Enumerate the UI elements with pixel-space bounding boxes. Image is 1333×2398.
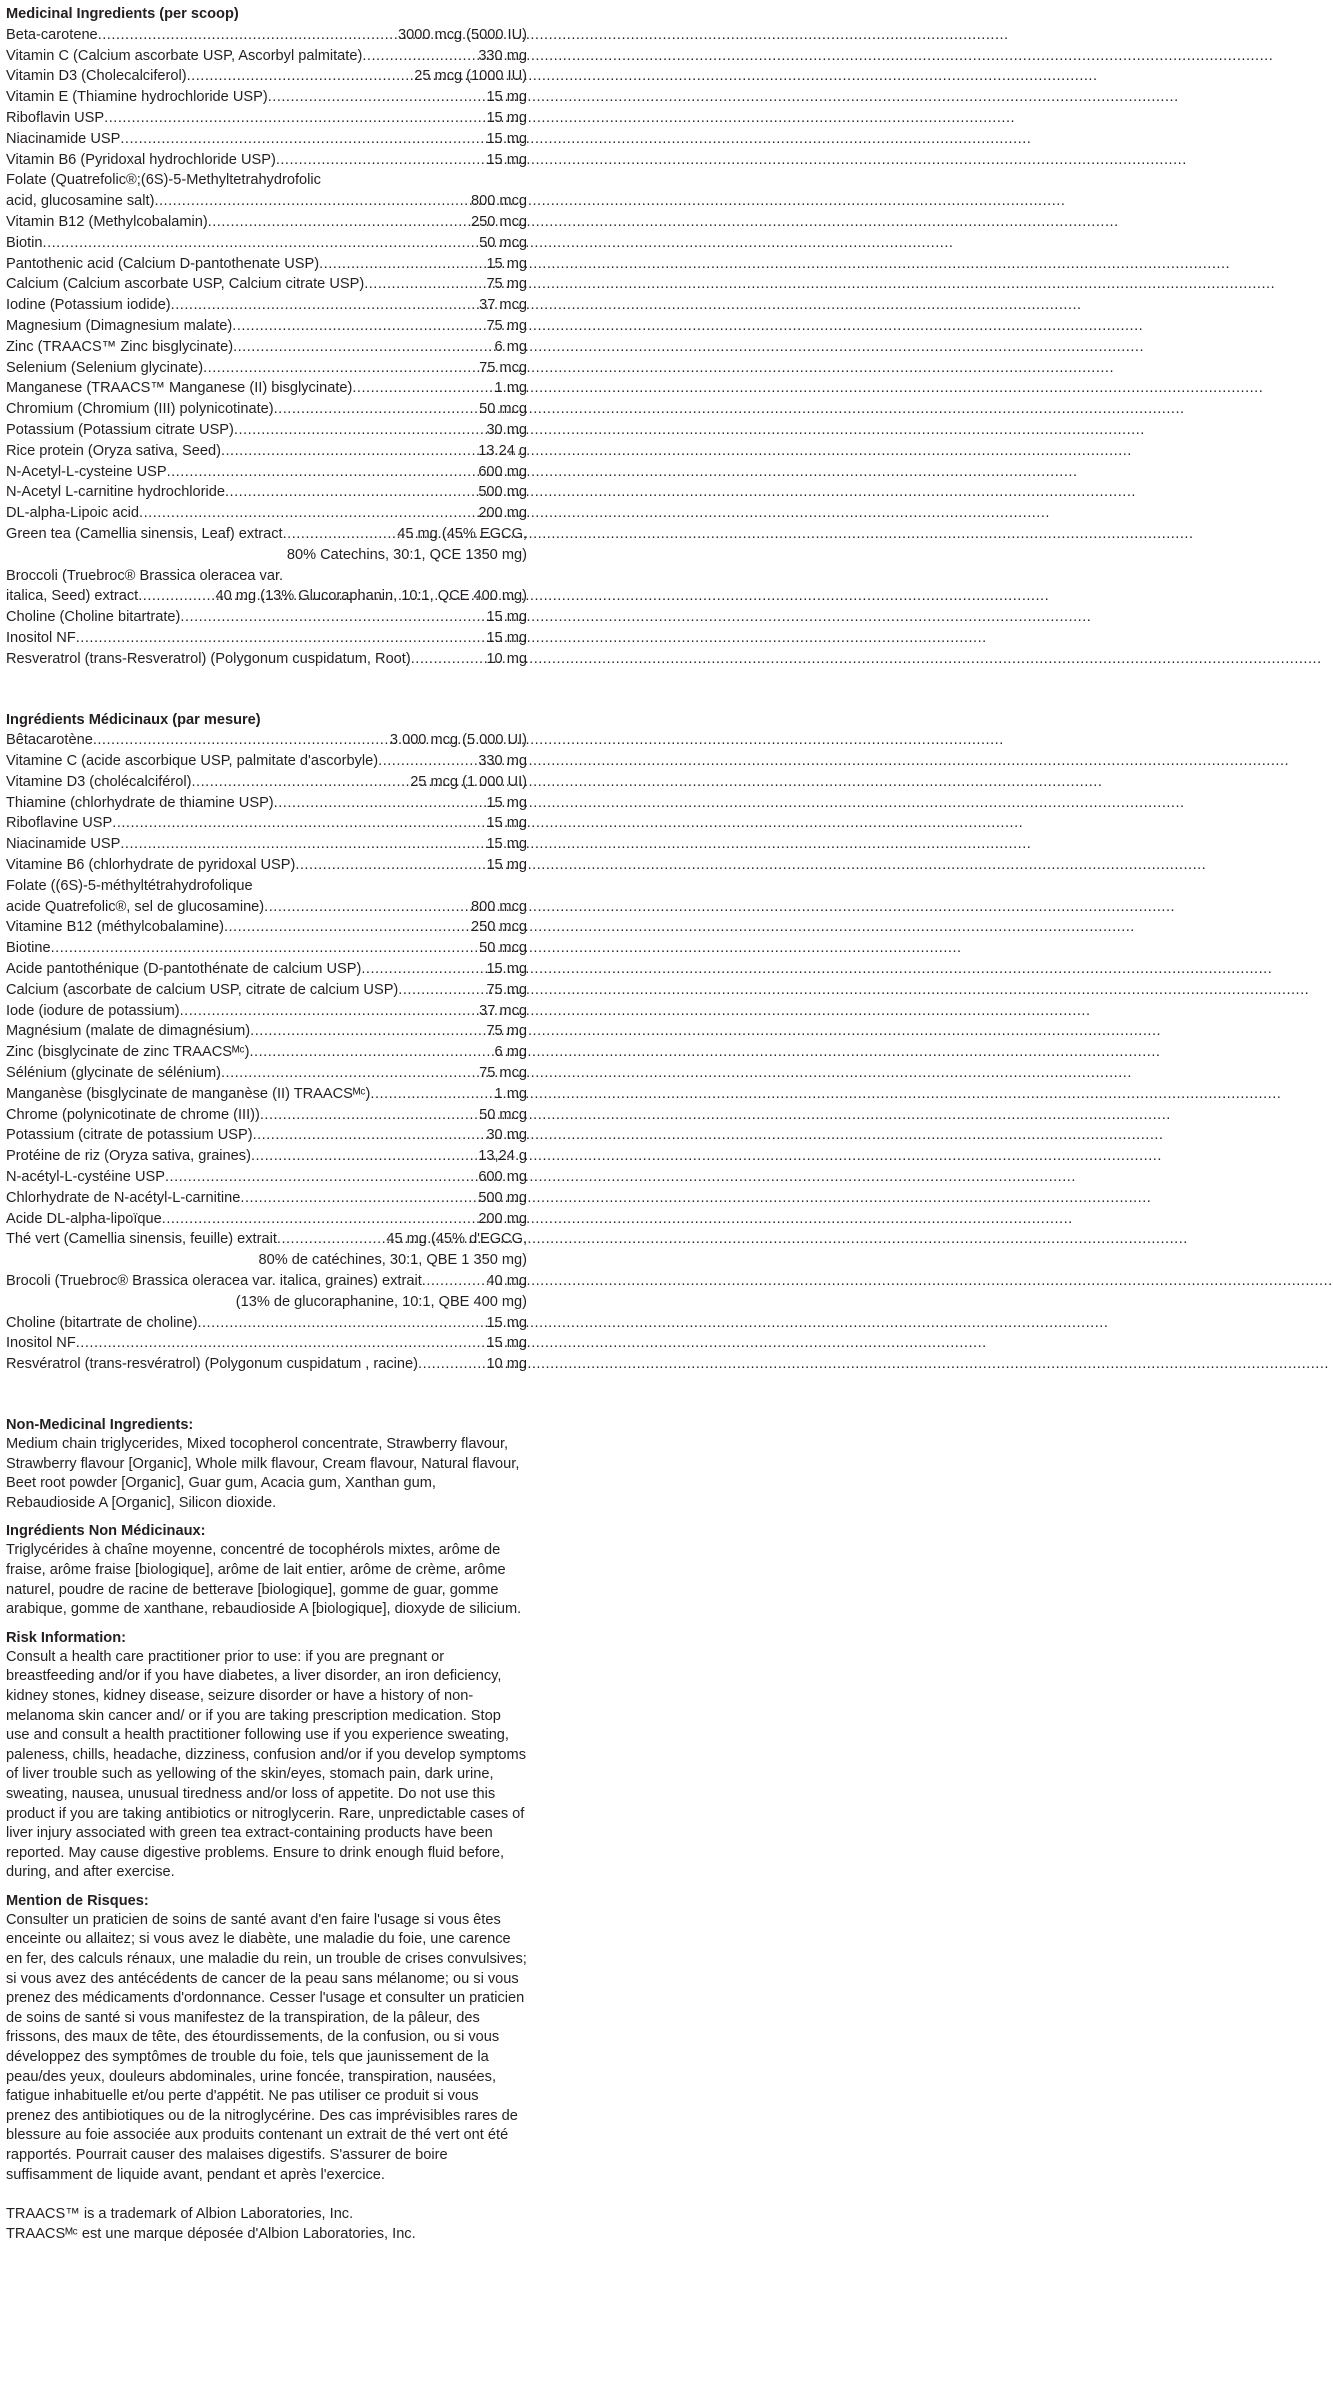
ingredient-name: Sélénium (glycinate de sélénium) xyxy=(6,1065,221,1082)
ingredient-row xyxy=(6,980,527,1001)
ingredient-row xyxy=(6,399,527,420)
ingredient-row xyxy=(6,1021,527,1042)
dot-leader xyxy=(98,25,398,46)
ingredient-row xyxy=(6,87,527,108)
ingredient-name: Vitamin B6 (Pyridoxal hydrochloride USP) xyxy=(6,151,276,168)
ingredient-amount: 15 mg xyxy=(486,1314,527,1331)
non-medicinal-ingredients-fr xyxy=(6,1521,527,1619)
section-heading: Risk Information: xyxy=(6,1629,126,1646)
dot-leader xyxy=(76,628,487,649)
ingredient-row xyxy=(6,938,527,959)
ingredient-name: Potassium (citrate de potassium USP) xyxy=(6,1127,253,1144)
ingredient-name: Vitamin B12 (Methylcobalamin) xyxy=(6,213,208,230)
section-heading: Medicinal Ingredients (per scoop) xyxy=(6,6,239,22)
ingredient-amount: 3000 mcg (5000 IU) xyxy=(398,26,527,43)
dot-leader xyxy=(398,980,486,1001)
ingredient-row xyxy=(6,1354,527,1375)
ingredient-amount: 250 mcg xyxy=(471,919,527,936)
footnote: TRAACS™ is a trademark of Albion Laboratories, Inc. xyxy=(6,2206,354,2223)
ingredient-row xyxy=(6,1063,527,1084)
ingredient-row xyxy=(6,1125,527,1146)
ingredient-row xyxy=(6,1146,527,1167)
dot-leader xyxy=(251,1146,478,1167)
ingredient-name-line: Folate (Quatrefolic®;(6S)-5-Methyltetrahydrofolic xyxy=(6,172,321,189)
ingredient-amount: 600 mg xyxy=(478,463,527,480)
ingredient-amount: 15 mg xyxy=(486,857,527,874)
ingredient-name: Niacinamide USP xyxy=(6,836,121,853)
ingredient-amount: 15 mg xyxy=(486,255,527,272)
dot-leader xyxy=(208,212,471,233)
dot-leader xyxy=(250,1021,486,1042)
ingredient-name: Iode (iodure de potassium) xyxy=(6,1002,180,1019)
ingredient-amount: 330 mg xyxy=(478,47,527,64)
ingredient-amount: 40 mg (13% Glucoraphanin, 10:1, QCE 400 mg) xyxy=(215,588,527,605)
dot-leader xyxy=(364,274,486,295)
ingredient-amount: 50 mcg xyxy=(479,940,527,957)
dot-leader xyxy=(120,129,486,150)
dot-leader xyxy=(154,191,471,212)
ingredient-name: Vitamin E (Thiamine hydrochloride USP) xyxy=(6,89,268,106)
ingredient-row xyxy=(6,524,527,545)
ingredient-amount: 75 mcg xyxy=(479,1065,527,1082)
non-medicinal-ingredients-en xyxy=(6,1415,527,1513)
dot-leader xyxy=(250,1042,495,1063)
dot-leader xyxy=(112,813,486,834)
section-text: Triglycérides à chaîne moyenne, concentré de tocophérols mixtes, arôme de fraise, arôme fraise [biologique], arôme de lait entier, arôme de crème, arôme naturel, poudre de racine de betterave [biologique], gomme de guar, gomme arabique, gomme de xanthane, rebaudioside A [biologique], dioxyde de silicium. xyxy=(6,1542,522,1618)
ingredient-name-line: Broccoli (Truebroc® Brassica oleracea var. xyxy=(6,567,284,584)
ingredient-name: Vitamine B12 (méthylcobalamine) xyxy=(6,919,224,936)
ingredient-amount: 75 mg xyxy=(486,317,527,334)
ingredient-name: Green tea (Camellia sinensis, Leaf) extract xyxy=(6,525,283,542)
ingredient-amount: 600 mg xyxy=(478,1169,527,1186)
ingredient-row xyxy=(6,150,527,171)
ingredient-name: italica, Seed) extract xyxy=(6,588,139,605)
ingredient-amount: 75 mg xyxy=(486,1023,527,1040)
ingredient-amount: 15 mg xyxy=(486,609,527,626)
ingredient-row xyxy=(6,462,527,483)
dot-leader xyxy=(180,1001,480,1022)
ingredient-amount: 40 mg xyxy=(486,1273,527,1290)
ingredient-amount: 200 mg xyxy=(478,505,527,522)
ingredient-amount: 200 mg xyxy=(478,1210,527,1227)
ingredient-amount: 10 mg xyxy=(486,650,527,667)
dot-leader xyxy=(93,730,390,751)
ingredient-name: Chlorhydrate de N-acétyl-L-carnitine xyxy=(6,1189,241,1206)
ingredient-row xyxy=(6,441,527,462)
dot-leader xyxy=(162,1209,479,1230)
ingredient-amount: 6 mg xyxy=(494,1044,527,1061)
dot-leader xyxy=(224,917,471,938)
ingredient-name: Zinc (bisglycinate de zinc TRAACSᴹᶜ) xyxy=(6,1044,250,1061)
dot-leader xyxy=(221,441,478,462)
dot-leader xyxy=(203,358,479,379)
ingredient-row xyxy=(6,378,527,399)
section-heading: Ingrédients Médicinaux (par mesure) xyxy=(6,711,261,728)
dot-leader xyxy=(277,1229,386,1250)
ingredient-amount-line: (13% de glucoraphanine, 10:1, QBE 400 mg) xyxy=(235,1293,527,1310)
ingredient-row xyxy=(6,233,527,254)
ingredient-amount: 1 mg xyxy=(494,380,527,397)
ingredient-name: Choline (bitartrate de choline) xyxy=(6,1314,198,1331)
dot-leader xyxy=(283,524,398,545)
ingredient-row xyxy=(6,191,527,212)
dot-leader xyxy=(104,108,486,129)
ingredient-amount: 30 mg xyxy=(486,1127,527,1144)
ingredient-name: Rice protein (Oryza sativa, Seed) xyxy=(6,442,221,459)
dot-leader xyxy=(138,586,215,607)
dot-leader xyxy=(120,834,486,855)
ingredient-name: Chrome (polynicotinate de chrome (III)) xyxy=(6,1106,260,1123)
ingredient-amount-line: 80% Catechins, 30:1, QCE 1350 mg) xyxy=(286,546,527,563)
ingredient-name: Riboflavin USP xyxy=(6,109,105,126)
ingredient-row xyxy=(6,1333,527,1354)
ingredient-name: Beta-carotene xyxy=(6,26,98,43)
dot-leader xyxy=(165,1167,478,1188)
ingredient-name: acide Quatrefolic®, sel de glucosamine) xyxy=(6,898,265,915)
ingredient-name: Riboflavine USP xyxy=(6,815,113,832)
dot-leader xyxy=(197,1313,486,1334)
ingredient-row xyxy=(6,212,527,233)
ingredient-amount: 25 mcg (1000 IU) xyxy=(414,68,527,85)
ingredient-name: Resveratrol (trans-Resveratrol) (Polygonum cuspidatum, Root) xyxy=(6,650,411,667)
ingredient-row xyxy=(6,1167,527,1188)
risk-information-en xyxy=(6,1628,527,1883)
ingredient-name: Brocoli (Truebroc® Brassica oleracea var. italica, graines) extrait xyxy=(6,1273,422,1290)
ingredient-name: N-Acetyl-L-cysteine USP xyxy=(6,463,167,480)
dot-leader xyxy=(171,295,479,316)
ingredient-row xyxy=(6,1001,527,1022)
ingredient-row xyxy=(6,917,527,938)
ingredient-row xyxy=(6,1084,527,1105)
section-text: Consult a health care practitioner prior to use: if you are pregnant or breastfeeding and/or if you have diabetes, a liver disorder, an iron deficiency, kidney stones, kidney disease, seizure disorder or have a history of non-melanoma skin cancer and/ or if you are taking prescription medication. Stop use and consult a health practitioner following use if you experience sweating, paleness, chills, headache, dizziness, confusion and/or if you develop symptoms of liver trouble such as yellowing of the skin/eyes, stomach pain, dark urine, sweating, nausea, unusual tiredness and/or loss of appetite. Do not use this product if you are taking antibiotics or nitroglycerin. Rare, unpredictable cases of liver injury associated with green tea extract-containing products have been reported. May cause digestive problems. Ensure to drink enough fluid before, during, and after exercise. xyxy=(6,1648,526,1881)
risk-information-fr xyxy=(6,1891,527,2185)
ingredient-amount: 3 000 mcg (5 000 UI) xyxy=(389,732,527,749)
medicinal-ingredients-fr xyxy=(6,710,527,1376)
ingredient-name: Choline (Choline bitartrate) xyxy=(6,609,181,626)
dot-leader xyxy=(418,1354,486,1375)
dot-leader xyxy=(370,1084,494,1105)
ingredient-name: Vitamine B6 (chlorhydrate de pyridoxal USP) xyxy=(6,857,296,874)
medicinal-ingredients-en xyxy=(6,4,527,670)
ingredient-row xyxy=(6,834,527,855)
ingredient-row xyxy=(6,358,527,379)
ingredient-name: Niacinamide USP xyxy=(6,130,121,147)
dot-leader xyxy=(191,772,410,793)
ingredient-amount: 6 mg xyxy=(494,338,527,355)
ingredient-amount: 13,24 g xyxy=(478,1148,527,1165)
section-heading: Non-Medicinal Ingredients: xyxy=(6,1417,194,1433)
ingredient-name-line: Folate ((6S)-5-méthyltétrahydrofolique xyxy=(6,877,253,894)
ingredient-row xyxy=(6,66,527,87)
ingredient-row xyxy=(6,1271,527,1292)
ingredient-row xyxy=(6,772,527,793)
ingredient-row xyxy=(6,482,527,503)
dot-leader xyxy=(319,254,486,275)
ingredient-name: Thé vert (Camellia sinensis, feuille) extrait xyxy=(6,1231,277,1248)
ingredient-row xyxy=(6,1188,527,1209)
ingredient-row xyxy=(6,254,527,275)
ingredient-amount: 15 mg xyxy=(486,1335,527,1352)
dot-leader xyxy=(411,649,487,670)
ingredient-name: Pantothenic acid (Calcium D-pantothenate USP) xyxy=(6,255,320,272)
ingredient-row xyxy=(6,793,527,814)
ingredient-amount: 75 mg xyxy=(486,981,527,998)
ingredient-amount: 800 mcg xyxy=(471,193,527,210)
ingredient-row xyxy=(6,1229,527,1250)
section-heading: Mention de Risques: xyxy=(6,1892,149,1909)
ingredient-name: DL-alpha-Lipoic acid xyxy=(6,505,140,522)
ingredient-name: Acide DL-alpha-lipoïque xyxy=(6,1210,162,1227)
ingredient-name: Thiamine (chlorhydrate de thiamine USP) xyxy=(6,794,274,811)
ingredient-amount: 15 mg xyxy=(486,151,527,168)
dot-leader xyxy=(225,482,478,503)
dot-leader xyxy=(276,150,487,171)
dot-leader xyxy=(361,959,486,980)
dot-leader xyxy=(422,1271,487,1292)
ingredient-amount: 500 mg xyxy=(478,1189,527,1206)
section-text: Medium chain triglycerides, Mixed tocopherol concentrate, Strawberry flavour, Strawberry flavour [Organic], Whole milk flavour, Cream flavour, Natural flavour, Beet root powder [Organic], Guar gum, Acacia gum, Xanthan gum, Rebaudioside A [Organic], Silicon dioxide. xyxy=(6,1436,520,1511)
ingredient-name: Bêtacarotène xyxy=(6,732,93,749)
ingredient-row xyxy=(6,316,527,337)
ingredient-row xyxy=(6,959,527,980)
ingredient-name: Protéine de riz (Oryza sativa, graines) xyxy=(6,1148,251,1165)
ingredient-amount: 250 mcg xyxy=(471,213,527,230)
ingredient-name: N-Acetyl L-carnitine hydrochloride xyxy=(6,484,225,501)
ingredient-amount: 15 mg xyxy=(486,961,527,978)
ingredient-row xyxy=(6,897,527,918)
ingredient-amount: 15 mg xyxy=(486,109,527,126)
ingredient-row xyxy=(6,420,527,441)
ingredient-amount: 15 mg xyxy=(486,836,527,853)
ingredient-row xyxy=(6,1313,527,1334)
dot-leader xyxy=(232,316,486,337)
ingredient-amount: 800 mcg xyxy=(471,898,527,915)
supplement-label xyxy=(0,0,533,2244)
ingredient-name: Vitamin C (Calcium ascorbate USP, Ascorbyl palmitate) xyxy=(6,47,363,64)
ingredient-amount: 75 mg xyxy=(486,276,527,293)
dot-leader xyxy=(378,751,478,772)
ingredient-amount: 500 mg xyxy=(478,484,527,501)
ingredient-name: acid, glucosamine salt) xyxy=(6,193,155,210)
ingredient-name: Selenium (Selenium glycinate) xyxy=(6,359,204,376)
ingredient-amount: 15 mg xyxy=(486,89,527,106)
ingredient-amount: 13.24 g xyxy=(478,442,527,459)
ingredient-row xyxy=(6,129,527,150)
dot-leader xyxy=(234,420,487,441)
ingredient-name: Magnesium (Dimagnesium malate) xyxy=(6,317,233,334)
dot-leader xyxy=(274,793,487,814)
ingredient-name: Vitamine C (acide ascorbique USP, palmitate d'ascorbyle) xyxy=(6,753,379,770)
ingredient-row xyxy=(6,751,527,772)
ingredient-row xyxy=(6,586,527,607)
ingredient-amount: 15 mg xyxy=(486,794,527,811)
dot-leader xyxy=(274,399,480,420)
ingredient-name: Vitamine D3 (cholécalciférol) xyxy=(6,773,192,790)
dot-leader xyxy=(180,607,486,628)
ingredient-amount: 30 mg xyxy=(486,421,527,438)
dot-leader xyxy=(295,855,486,876)
ingredient-amount: 50 mcg xyxy=(479,401,527,418)
ingredient-name: Calcium (Calcium ascorbate USP, Calcium citrate USP) xyxy=(6,276,365,293)
ingredient-row xyxy=(6,1209,527,1230)
dot-leader xyxy=(51,938,480,959)
dot-leader xyxy=(268,87,487,108)
section-text: Consulter un praticien de soins de santé avant d'en faire l'usage si vous êtes enceinte ou allaitez; si vous avez le diabète, une maladie du foie, une carence en fer, des calculs rénaux, une maladie du rein, un trouble de crises convulsives; si vous avez des antécédents de cancer de la peau sans mélanome; ou si vous prenez des médicaments d'ordonnance. Cesser l'usage et consulter un praticien de soins de santé si vous manifestez de la transpiration, de la pâleur, des frissons, des maux de tête, des étourdissements, de la confusion, ou si vous développez des symptômes de trouble du foie, tels que jaunissement de la peau/des yeux, douleurs abdominales, urine foncée, transpiration, nausées, fatigue inhabituelle et/ou perte d'appétit. Ne pas utiliser ce produit si vous prenez des antibiotiques ou de la nitroglycérine. Des cas imprévisibles rares de blessure au foie associée aux produits contenant un extrait de thé vert ont été rapportés. Pourrait causer des malaises digestifs. S'assurer de boire suffisamment de liquide avant, pendant et après l'exercice. xyxy=(6,1911,527,2183)
ingredient-name: Iodine (Potassium iodide) xyxy=(6,297,171,314)
trademark-footnotes xyxy=(6,2205,527,2244)
ingredient-name: N-acétyl-L-cystéine USP xyxy=(6,1169,165,1186)
dot-leader xyxy=(167,462,479,483)
ingredient-name: Resvératrol (trans-resvératrol) (Polygonum cuspidatum , racine) xyxy=(6,1356,419,1373)
ingredient-name: Chromium (Chromium (III) polynicotinate) xyxy=(6,401,274,418)
section-heading: Ingrédients Non Médicinaux: xyxy=(6,1523,206,1540)
ingredient-amount: 15 mg xyxy=(486,629,527,646)
footnote: TRAACSᴹᶜ est une marque déposée d'Albion Laboratories, Inc. xyxy=(6,2225,416,2242)
ingredient-name: Potassium (Potassium citrate USP) xyxy=(6,421,234,438)
dot-leader xyxy=(260,1105,479,1126)
dot-leader xyxy=(187,66,415,87)
ingredient-name: Manganese (TRAACS™ Manganese (II) bisglycinate) xyxy=(6,380,353,397)
ingredient-amount: 50 mcg xyxy=(479,1106,527,1123)
ingredient-amount-line: 80% de catéchines, 30:1, QBE 1 350 mg) xyxy=(258,1252,527,1269)
ingredient-row xyxy=(6,607,527,628)
ingredient-name: Biotin xyxy=(6,234,43,251)
ingredient-row xyxy=(6,274,527,295)
ingredient-amount: 75 mcg xyxy=(479,359,527,376)
ingredient-amount: 15 mg xyxy=(486,130,527,147)
ingredient-list xyxy=(6,730,527,1375)
ingredient-name: Zinc (TRAACS™ Zinc bisglycinate) xyxy=(6,338,234,355)
ingredient-amount: 10 mg xyxy=(486,1356,527,1373)
ingredient-row xyxy=(6,1105,527,1126)
ingredient-row xyxy=(6,649,527,670)
ingredient-row xyxy=(6,25,527,46)
dot-leader xyxy=(221,1063,479,1084)
ingredient-name: Manganèse (bisglycinate de manganèse (II) TRAACSᴹᶜ) xyxy=(6,1085,371,1102)
ingredient-row xyxy=(6,855,527,876)
dot-leader xyxy=(76,1333,487,1354)
dot-leader xyxy=(253,1125,487,1146)
dot-leader xyxy=(352,378,494,399)
ingredient-amount: 50 mcg xyxy=(479,234,527,251)
ingredient-row xyxy=(6,1042,527,1063)
ingredient-row xyxy=(6,46,527,67)
ingredient-amount: 45 mg (45% EGCG, xyxy=(397,525,527,542)
ingredient-row xyxy=(6,628,527,649)
ingredient-amount: 37 mcg xyxy=(479,1002,527,1019)
ingredient-amount: 330 mg xyxy=(478,753,527,770)
ingredient-name: Magnésium (malate de dimagnésium) xyxy=(6,1023,251,1040)
ingredient-row xyxy=(6,337,527,358)
ingredient-name: Inositol NF xyxy=(6,1335,76,1352)
ingredient-amount: 1 mg xyxy=(494,1085,527,1102)
ingredient-name: Biotine xyxy=(6,940,51,957)
ingredient-row xyxy=(6,813,527,834)
dot-leader xyxy=(362,46,478,67)
ingredient-amount: 45 mg (45% d'EGCG, xyxy=(386,1231,527,1248)
ingredient-row xyxy=(6,730,527,751)
dot-leader xyxy=(43,233,480,254)
dot-leader xyxy=(264,897,471,918)
ingredient-row xyxy=(6,503,527,524)
ingredient-name: Inositol NF xyxy=(6,629,76,646)
ingredient-row xyxy=(6,295,527,316)
ingredient-name: Acide pantothénique (D-pantothénate de calcium USP) xyxy=(6,961,362,978)
ingredient-name: Vitamin D3 (Cholecalciferol) xyxy=(6,68,187,85)
ingredient-row xyxy=(6,108,527,129)
dot-leader xyxy=(233,337,494,358)
dot-leader xyxy=(139,503,478,524)
dot-leader xyxy=(240,1188,478,1209)
ingredient-amount: 37 mcg xyxy=(479,297,527,314)
ingredient-amount: 25 mcg (1 000 UI) xyxy=(410,773,527,790)
ingredient-amount: 15 mg xyxy=(486,815,527,832)
ingredient-name: Calcium (ascorbate de calcium USP, citrate de calcium USP) xyxy=(6,981,399,998)
ingredient-list xyxy=(6,25,527,670)
